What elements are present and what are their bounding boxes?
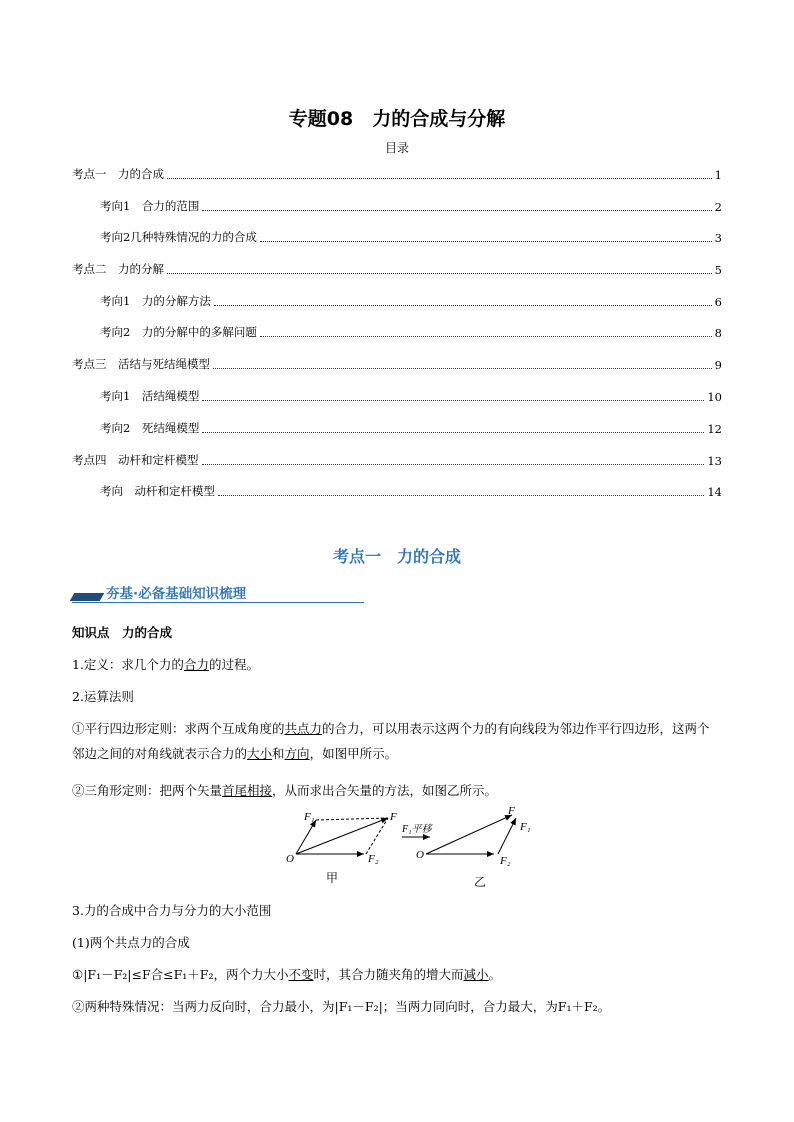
vector-resultant: [296, 818, 388, 854]
underlined-term: 共点力: [284, 721, 323, 736]
label-f2: F₂: [500, 855, 511, 867]
toc-item[interactable]: [100, 198, 722, 214]
toc-leader: [202, 464, 705, 465]
label-f1: F₁: [304, 811, 315, 823]
toc-leader: [202, 432, 704, 433]
range-rule-paragraph: [72, 962, 722, 987]
text-run: 1.定义：求几个力的: [72, 657, 184, 672]
banner-label: 夯基·必备基础知识梳理: [106, 586, 247, 602]
section-title: 考点一 力的合成: [332, 547, 461, 566]
toc-item-label: 考向2几种特殊情况的力的合成: [100, 230, 257, 244]
toc-item-label: 考向1 活结绳模型: [100, 389, 200, 403]
text-run: ①平行四边形定则：求两个互成角度的: [72, 721, 285, 736]
parallelogram-rule-paragraph: [72, 716, 722, 766]
banner-accent-bar: [70, 593, 105, 601]
figure-triangle: [416, 806, 531, 889]
toc-page-number: 6: [714, 295, 722, 309]
underlined-term: 减小: [463, 967, 489, 982]
toc-item[interactable]: [100, 388, 722, 404]
two-forces-heading: (1)两个共点力的合成: [72, 935, 190, 950]
label-f: F: [508, 806, 515, 817]
toc-page-number: 3: [714, 231, 722, 245]
text-run: 的过程。: [208, 657, 259, 672]
underlined-term: 方向: [284, 746, 310, 761]
toc-item[interactable]: [72, 261, 722, 277]
vector-f1: [296, 820, 316, 854]
text-run: ②三角形定则：把两个矢量: [72, 783, 223, 798]
toc-leader: [167, 273, 712, 274]
shift-label: F₁平移: [402, 824, 432, 835]
figure-parallelogram: [286, 811, 397, 885]
document-title: 专题08 力的合成与分解: [288, 108, 506, 130]
underlined-term: 不变: [288, 967, 314, 982]
text-run: 。: [488, 967, 502, 982]
label-f2: F₂: [368, 853, 379, 865]
section-banner: [72, 581, 364, 605]
dashed-edge-top: [316, 818, 388, 820]
underlined-term: 合力: [183, 657, 209, 672]
toc-page-number: 8: [714, 326, 722, 340]
toc-leader: [214, 305, 712, 306]
toc-page-number: 9: [714, 358, 722, 372]
text-run: ①|F₁－F₂|≤F合≤F₁＋F₂，两个力大小: [72, 967, 289, 982]
toc-leader: [260, 241, 712, 242]
toc-item-label: 考点二 力的分解: [72, 262, 164, 276]
text-run: 的合力，可以用表示这两个力的有向线段为邻边作平行四边形，这两个邻边之间的对角线就表示合力的: [72, 721, 710, 761]
text-run: 时，其合力随夹角的增大而: [313, 967, 464, 982]
toc-item[interactable]: [100, 483, 722, 499]
vector-resultant: [426, 815, 512, 854]
toc-item[interactable]: [100, 324, 722, 340]
toc-item[interactable]: [72, 356, 722, 372]
special-cases-paragraph: ②两种特殊情况：当两力反向时，合力最小，为|F₁－F₂|；当两力同向时，合力最大，为F₁＋F₂。: [72, 999, 611, 1014]
toc-item[interactable]: [72, 452, 722, 468]
toc-leader: [218, 495, 704, 496]
toc-page-number: 2: [714, 200, 722, 214]
toc-item-label: 考点四 动杆和定杆模型: [72, 453, 199, 467]
dashed-edge-right: [366, 818, 388, 854]
vector-f1-shifted: [498, 818, 516, 854]
toc-item-label: 考点一 力的合成: [72, 167, 164, 181]
knowledge-title: 知识点 力的合成: [72, 625, 173, 640]
rules-heading: 2.运算法则: [72, 689, 134, 704]
toc-page-number: 5: [714, 263, 722, 277]
toc-leader: [167, 178, 712, 179]
toc-page-number: 10: [707, 390, 722, 404]
label-f: F: [390, 811, 397, 823]
underlined-term: 首尾相接: [222, 783, 273, 798]
toc-item[interactable]: [100, 293, 722, 309]
toc-page-number: 13: [707, 454, 722, 468]
text-run: ，如图甲所示。: [309, 746, 398, 761]
caption-jia: 甲: [326, 871, 339, 885]
toc-heading: 目录: [384, 141, 409, 155]
definition-paragraph: [72, 652, 722, 677]
toc-page-number: 14: [707, 485, 722, 499]
label-origin: O: [286, 853, 294, 865]
triangle-rule-paragraph: [72, 778, 722, 803]
toc-item[interactable]: [72, 166, 722, 182]
text-run: 和: [272, 746, 285, 761]
figure-shift-indicator: [401, 823, 434, 837]
toc-item-label: 考点三 活结与死结绳模型: [72, 357, 210, 371]
toc-page-number: 12: [707, 422, 722, 436]
toc-item-label: 考向2 力的分解中的多解问题: [100, 325, 257, 339]
toc-item[interactable]: [100, 229, 722, 245]
text-run: ，从而求出合矢量的方法，如图乙所示。: [272, 783, 498, 798]
caption-yi: 乙: [474, 875, 487, 889]
toc-leader: [260, 336, 712, 337]
toc-item-label: 考向1 力的分解方法: [100, 294, 211, 308]
label-origin: O: [416, 849, 424, 861]
underlined-term: 大小: [247, 746, 273, 761]
toc-leader: [202, 400, 704, 401]
banner-underline: [72, 602, 364, 603]
toc-leader: [213, 368, 712, 369]
label-f1: F₁: [520, 821, 531, 833]
toc-item-label: 考向1 合力的范围: [100, 199, 200, 213]
toc-item[interactable]: [100, 420, 722, 436]
force-composition-figure: [282, 806, 542, 890]
toc-leader: [202, 210, 711, 211]
toc-item-label: 考向 动杆和定杆模型: [100, 484, 215, 498]
range-heading: 3.力的合成中合力与分力的大小范围: [72, 903, 272, 918]
toc-item-label: 考向2 死结绳模型: [100, 421, 200, 435]
toc-page-number: 1: [714, 168, 722, 182]
